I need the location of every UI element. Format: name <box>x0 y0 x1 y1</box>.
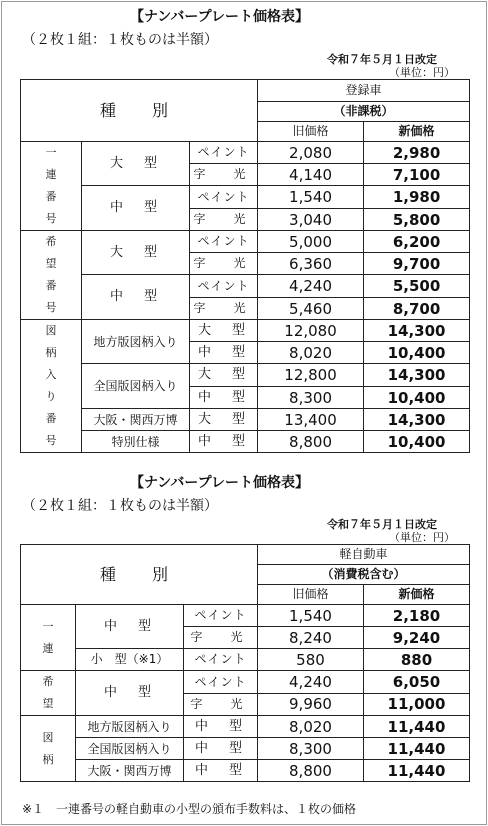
old-price: 8,300 <box>258 387 364 409</box>
new-price: 11,440 <box>364 760 470 782</box>
old-price: 4,240 <box>258 275 364 298</box>
old-price: 4,140 <box>258 164 364 186</box>
new-price: 14,300 <box>364 409 470 431</box>
size-label: 中 型 <box>76 671 184 716</box>
section2-subtitle: （２枚１組：１枚ものは半額） <box>22 498 218 514</box>
design-label: 地方版図柄入り <box>76 716 184 738</box>
design-label: 全国版図柄入り <box>82 364 190 409</box>
section2-title: 【ナンバープレート価格表】 <box>130 475 310 491</box>
section1-revision-date: 令和７年５月１日改定 <box>327 53 437 66</box>
footnote: ※１ 一連番号の軽自動車の小型の頒布手数料は、１枚の価格 <box>22 802 357 816</box>
group-label-custom: 希 望 <box>21 671 76 716</box>
size-label: 大 型 <box>190 409 258 431</box>
new-price: 880 <box>364 649 470 671</box>
new-price: 6,200 <box>364 231 470 253</box>
old-price: 3,040 <box>258 209 364 231</box>
design-label-expo: 大阪・関西万博 <box>76 760 184 782</box>
old-price: 5,460 <box>258 298 364 320</box>
size-label: 中 型 <box>190 431 258 453</box>
size-label: 中 型 <box>76 605 184 649</box>
old-price: 2,080 <box>258 142 364 164</box>
group-label-design: 図 柄 <box>21 716 76 782</box>
old-price: 8,800 <box>258 760 364 782</box>
new-price: 11,440 <box>364 716 470 738</box>
old-price: 9,960 <box>258 693 364 716</box>
old-price: 5,000 <box>258 231 364 253</box>
size-label: 中 型 <box>190 387 258 409</box>
size-label: 中 型 <box>184 738 258 760</box>
old-price: 8,300 <box>258 738 364 760</box>
vehicle-type-header: 登録車 <box>258 80 470 102</box>
category-header: 種 別 <box>21 545 258 605</box>
size-label: 大 型 <box>190 364 258 387</box>
type-label: ペイント <box>184 649 258 671</box>
size-label: 大 型 <box>82 231 190 275</box>
type-label: ペイント <box>190 275 258 298</box>
old-price: 12,800 <box>258 364 364 387</box>
size-label-small: 小 型（※1） <box>76 649 184 671</box>
section1-unit: （単位：円） <box>389 66 455 79</box>
new-price: 1,980 <box>364 186 470 209</box>
old-price: 8,020 <box>258 716 364 738</box>
group-label-serial: 一 連 番 号 <box>21 142 82 231</box>
tax-note-header: （非課税） <box>258 102 470 122</box>
old-price: 6,360 <box>258 253 364 275</box>
new-price: 2,980 <box>364 142 470 164</box>
old-price: 580 <box>258 649 364 671</box>
group-label-custom: 希 望 番 号 <box>21 231 82 320</box>
type-label: 字 光 <box>190 253 258 275</box>
kei-vehicle-price-table <box>20 544 470 782</box>
design-label-expo-special: 特別仕様 <box>82 431 190 453</box>
tax-note-header: （消費税含む） <box>258 565 470 585</box>
type-label: ペイント <box>190 142 258 164</box>
type-label: ペイント <box>190 231 258 253</box>
section1-subtitle: （２枚１組：１枚ものは半額） <box>22 32 218 48</box>
new-price: 7,100 <box>364 164 470 186</box>
type-label: 字 光 <box>184 627 258 649</box>
new-price: 10,400 <box>364 342 470 364</box>
group-label-serial: 一 連 <box>21 605 76 671</box>
type-label: 字 光 <box>190 209 258 231</box>
type-label: ペイント <box>184 605 258 627</box>
new-price: 5,500 <box>364 275 470 298</box>
size-label: 大 型 <box>190 320 258 342</box>
new-price: 14,300 <box>364 320 470 342</box>
new-price: 10,400 <box>364 387 470 409</box>
old-price-header: 旧価格 <box>258 122 364 142</box>
design-label: 全国版図柄入り <box>76 738 184 760</box>
design-label-expo: 大阪・関西万博 <box>82 409 190 431</box>
type-label: ペイント <box>184 671 258 694</box>
new-price: 5,800 <box>364 209 470 231</box>
new-price: 11,000 <box>364 693 470 716</box>
vehicle-type-header: 軽自動車 <box>258 545 470 565</box>
old-price: 8,800 <box>258 431 364 453</box>
type-label: 字 光 <box>190 298 258 320</box>
registered-vehicle-price-table <box>20 79 470 453</box>
type-label: 字 光 <box>184 693 258 716</box>
section2-unit: （単位：円） <box>389 531 455 544</box>
new-price: 6,050 <box>364 671 470 694</box>
size-label: 中 型 <box>82 275 190 320</box>
new-price: 11,440 <box>364 738 470 760</box>
size-label: 中 型 <box>82 186 190 231</box>
section2-revision-date: 令和７年５月１日改定 <box>327 518 437 531</box>
old-price: 8,020 <box>258 342 364 364</box>
size-label: 中 型 <box>190 342 258 364</box>
new-price: 9,700 <box>364 253 470 275</box>
old-price: 12,080 <box>258 320 364 342</box>
group-label-design: 図 柄 入 り 番 号 <box>21 320 82 453</box>
old-price: 8,240 <box>258 627 364 649</box>
category-header: 種 別 <box>21 80 258 142</box>
design-label: 地方版図柄入り <box>82 320 190 364</box>
size-label: 大 型 <box>82 142 190 186</box>
type-label: 字 光 <box>190 164 258 186</box>
new-price: 9,240 <box>364 627 470 649</box>
new-price: 2,180 <box>364 605 470 627</box>
size-label: 中 型 <box>184 716 258 738</box>
section1-title: 【ナンバープレート価格表】 <box>130 9 310 25</box>
size-label: 中 型 <box>184 760 258 782</box>
new-price: 10,400 <box>364 431 470 453</box>
old-price: 4,240 <box>258 671 364 694</box>
new-price-header: 新価格 <box>364 585 470 605</box>
type-label: ペイント <box>190 186 258 209</box>
new-price: 14,300 <box>364 364 470 387</box>
old-price-header: 旧価格 <box>258 585 364 605</box>
old-price: 13,400 <box>258 409 364 431</box>
old-price: 1,540 <box>258 605 364 627</box>
new-price: 8,700 <box>364 298 470 320</box>
new-price-header: 新価格 <box>364 122 470 142</box>
old-price: 1,540 <box>258 186 364 209</box>
